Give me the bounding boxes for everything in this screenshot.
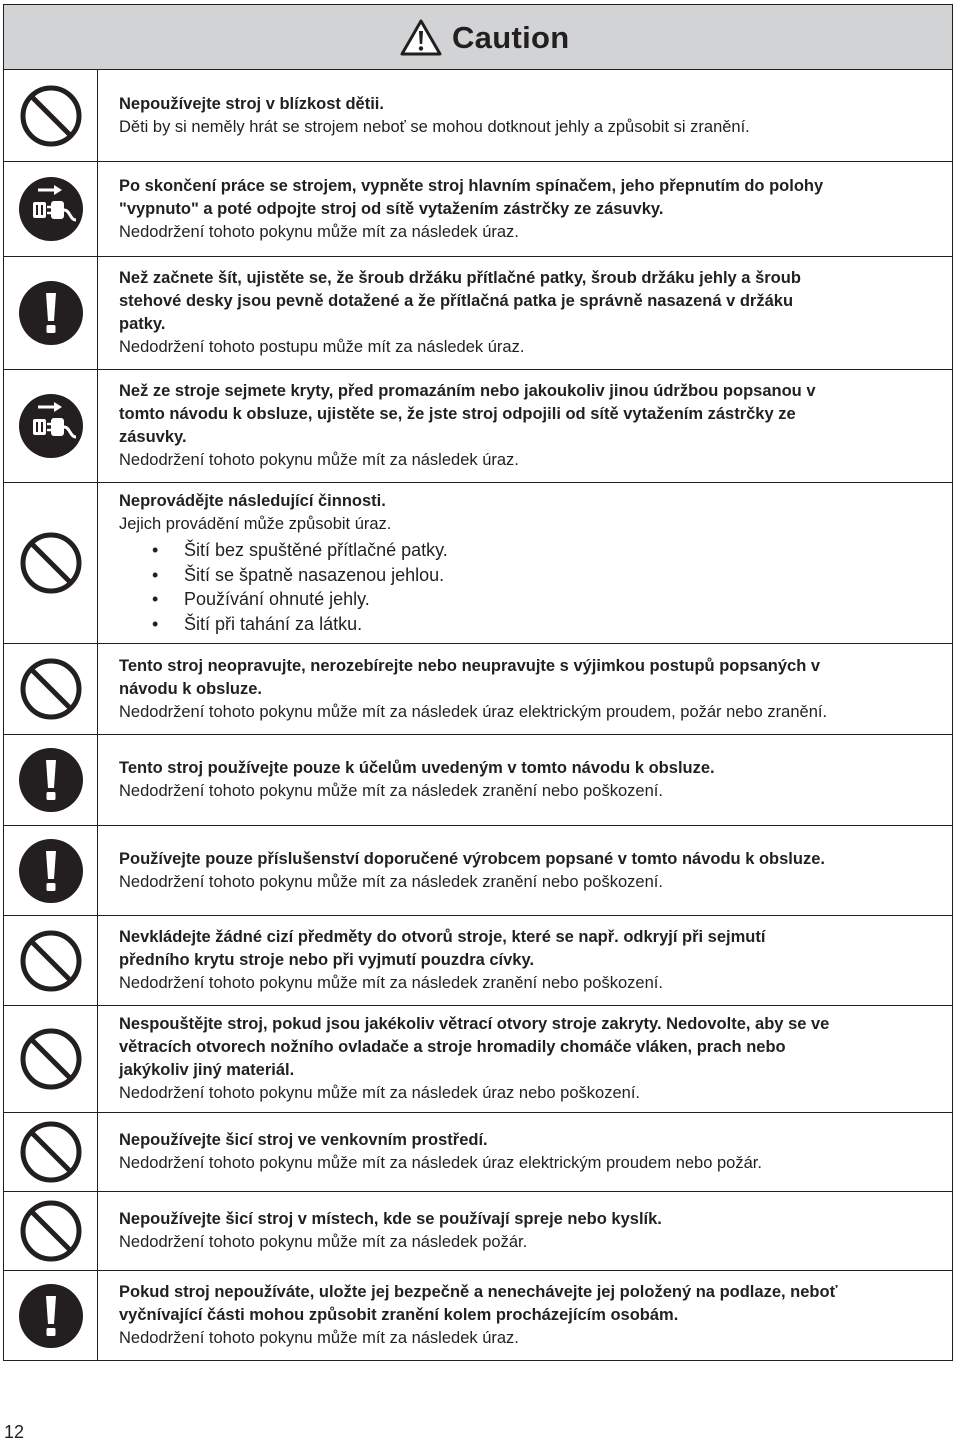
caution-title-line: Než ze stroje sejmete kryty, před promazáním nebo jakoukoliv jinou údržbou popsanou v — [119, 382, 816, 400]
caution-title-line: Nevkládejte žádné cizí předměty do otvorů stroje, které se např. odkryjí při sejmutí — [119, 928, 766, 946]
caution-title-line: Než začnete šít, ujistěte se, že šroub držáku přítlačné patky, šroub držáku jehly a šroub — [119, 269, 801, 287]
caution-row — [4, 370, 952, 483]
caution-title-line: Tento stroj používejte pouze k účelům uvedeným v tomto návodu k obsluze. — [119, 759, 715, 777]
caution-row — [4, 257, 952, 370]
caution-title-line: Nepoužívejte šicí stroj ve venkovním prostředí. — [119, 1131, 488, 1149]
page-number: 12 — [4, 1422, 25, 1442]
caution-row — [4, 916, 952, 1006]
caution-note-line: Jejich provádění může způsobit úraz. — [119, 515, 392, 533]
caution-title-line: "vypnuto" a poté odpojte stroj od sítě vytažením zástrčky ze zásuvky. — [119, 199, 664, 218]
caution-row — [4, 1113, 952, 1192]
mandatory-icon — [4, 735, 98, 825]
caution-note-line: Nedodržení tohoto pokynu může mít za následek požár. — [119, 1233, 528, 1251]
caution-text — [98, 1192, 952, 1270]
caution-text — [98, 483, 952, 643]
caution-note-line: Nedodržení tohoto pokynu může mít za následek úraz elektrickým proudem nebo požár. — [119, 1154, 762, 1172]
caution-row — [4, 70, 952, 162]
mandatory-icon — [4, 1271, 98, 1360]
caution-title-line: Nepoužívejte šicí stroj v místech, kde se používají spreje nebo kyslík. — [119, 1210, 662, 1228]
caution-title: Caution — [452, 19, 570, 55]
unplug-icon — [4, 162, 98, 256]
caution-row — [4, 1192, 952, 1271]
caution-text — [98, 826, 952, 915]
caution-row — [4, 483, 952, 644]
caution-title-line: Nespouštějte stroj, pokud jsou jakékoliv větrací otvory stroje zakryty. Nedovolte, aby se ve — [119, 1015, 830, 1033]
caution-text — [98, 1271, 952, 1360]
prohibition-icon — [4, 644, 98, 734]
caution-text — [98, 257, 952, 369]
caution-header-inner — [400, 19, 569, 56]
prohibition-icon — [4, 916, 98, 1005]
bullet-item: • Šití se špatně nasazenou jehlou. — [119, 563, 952, 588]
caution-note-line: Děti by si neměly hrát se strojem neboť se mohou dotknout jehly a způsobit si zranění. — [119, 117, 750, 136]
prohibition-icon — [4, 1113, 98, 1191]
caution-title-line: jakýkoliv jiný materiál. — [119, 1061, 295, 1079]
caution-title-line: Po skončení práce se strojem, vypněte stroj hlavním spínačem, jeho přepnutím do polohy — [119, 176, 824, 195]
caution-text — [98, 916, 952, 1005]
prohibition-icon — [4, 1192, 98, 1270]
caution-title-line: větracích otvorech nožního ovladače a stroje hromadily chomáče vláken, prach nebo — [119, 1038, 786, 1056]
caution-header — [3, 4, 953, 70]
caution-title-line: Tento stroj neopravujte, nerozebírejte nebo neupravujte s výjimkou postupů popsaných v — [119, 656, 821, 675]
caution-title-line: patky. — [119, 315, 166, 333]
caution-row — [4, 735, 952, 826]
caution-note-line: Nedodržení tohoto pokynu může mít za následek úraz nebo poškození. — [119, 1084, 640, 1102]
caution-title-line: předního krytu stroje nebo při vyjmutí pouzdra cívky. — [119, 951, 535, 969]
caution-title-line: Nepoužívejte stroj v blízkost dětii. — [119, 94, 384, 113]
caution-text — [98, 644, 952, 734]
unplug-icon — [4, 370, 98, 482]
caution-note-line: Nedodržení tohoto pokynu může mít za následek zranění nebo poškození. — [119, 974, 663, 992]
caution-text — [98, 70, 952, 161]
caution-row — [4, 1006, 952, 1113]
caution-note-line: Nedodržení tohoto pokynu může mít za následek úraz. — [119, 451, 519, 469]
caution-text — [98, 162, 952, 256]
caution-text — [98, 1006, 952, 1112]
caution-row — [4, 1271, 952, 1361]
caution-title-line: Neprovádějte následující činnosti. — [119, 492, 386, 510]
caution-title-line: stehové desky jsou pevně dotažené a že přítlačná patka je správně nasazená v držáku — [119, 292, 794, 310]
prohibition-icon — [4, 483, 98, 643]
mandatory-icon — [4, 257, 98, 369]
caution-text — [98, 735, 952, 825]
caution-note-line: Nedodržení tohoto pokynu může mít za následek zranění nebo poškození. — [119, 872, 663, 891]
caution-row — [4, 826, 952, 916]
caution-row — [4, 162, 952, 257]
caution-rows — [3, 70, 953, 1361]
caution-note-line: Nedodržení tohoto pokynu může mít za následek úraz. — [119, 222, 519, 241]
caution-title-line: tomto návodu k obsluze, ujistěte se, že jste stroj odpojili od sítě vytažením zástrčky ze — [119, 405, 796, 423]
bullet-item: • Šití bez spuštěné přítlačné patky. — [119, 538, 952, 563]
prohibition-icon — [4, 70, 98, 161]
prohibition-icon — [4, 1006, 98, 1112]
caution-title-line: Používejte pouze příslušenství doporučené výrobcem popsané v tomto návodu k obsluze. — [119, 849, 825, 868]
caution-title-line: návodu k obsluze. — [119, 679, 263, 698]
caution-title-line: vyčnívající části mohou způsobit zranění kolem procházejícím osobám. — [119, 1306, 679, 1324]
caution-note-line: Nedodržení tohoto pokynu může mít za následek úraz elektrickým proudem, požár nebo zranění. — [119, 702, 828, 721]
caution-table — [3, 4, 953, 1361]
caution-note-line: Nedodržení tohoto pokynu může mít za následek úraz. — [119, 1329, 519, 1347]
caution-title-line: zásuvky. — [119, 428, 187, 446]
mandatory-icon — [4, 826, 98, 915]
bullet-list — [119, 538, 952, 636]
caution-title-line: Pokud stroj nepoužíváte, uložte jej bezpečně a nenechávejte jej položený na podlaze, neboť — [119, 1283, 838, 1301]
bullet-item: • Šití při tahání za látku. — [119, 612, 952, 637]
caution-text — [98, 370, 952, 482]
bullet-item: • Používání ohnuté jehly. — [119, 587, 952, 612]
warning-triangle-icon — [400, 19, 442, 56]
caution-note-line: Nedodržení tohoto pokynu může mít za následek zranění nebo poškození. — [119, 782, 663, 800]
caution-note-line: Nedodržení tohoto postupu může mít za následek úraz. — [119, 338, 525, 356]
caution-text — [98, 1113, 952, 1191]
caution-row — [4, 644, 952, 735]
